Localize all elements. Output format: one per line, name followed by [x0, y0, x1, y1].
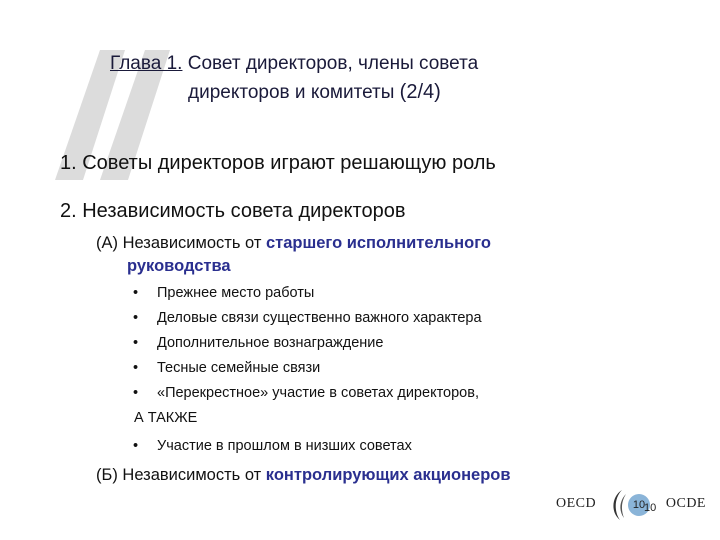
also-label: А ТАКЖЕ [134, 410, 198, 426]
bullet-symbol: • [133, 310, 139, 326]
point-1: 1. Советы директоров играют решающую роль [60, 152, 496, 174]
list-item-text: Участие в прошлом в низших советах [157, 438, 412, 454]
list-item [127, 438, 412, 454]
page-number: 10 [644, 502, 657, 514]
subpoint-b-prefix: (Б) Независимость от [96, 466, 266, 484]
list-item-text: «Перекрестное» участие в советах директоров, [157, 385, 479, 401]
bullet-symbol: • [133, 285, 139, 301]
bullet-symbol: • [133, 385, 139, 401]
subpoint-b-highlight: контролирующих акционеров [265, 466, 511, 484]
list-item [127, 381, 482, 406]
oecd-logo-text: OECD [556, 496, 597, 511]
subpoint-b [96, 464, 511, 487]
list-item-text: Дополнительное вознаграждение [157, 335, 384, 351]
title-line2: директоров и комитеты [188, 82, 400, 103]
page-badge: 10 [628, 494, 650, 516]
slide-title [110, 50, 650, 107]
chapter-label: Глава 1. [110, 53, 183, 74]
list-item-text: Тесные семейные связи [157, 360, 321, 376]
point-2: 2. Независимость совета директоров [60, 200, 406, 222]
list-item [127, 356, 482, 381]
list-item-text: Прежнее место работы [157, 285, 315, 301]
bullet-list [127, 281, 482, 406]
subpoint-a [96, 232, 616, 278]
list-item [127, 331, 482, 356]
subpoint-a-prefix: (А) Независимость от [96, 234, 266, 252]
footer-logo [556, 488, 706, 524]
bullet-symbol: • [133, 438, 139, 454]
oecd-emblem-icon [606, 488, 628, 522]
subpoint-a-highlight-2: руководства [127, 257, 231, 275]
list-item [127, 306, 482, 331]
title-page-fraction: (2/4) [399, 81, 441, 103]
subpoint-a-highlight-1: старшего исполнительного [265, 234, 491, 252]
title-line1: Совет директоров, члены совета [182, 53, 479, 74]
bullet-symbol: • [133, 335, 139, 351]
bullet-symbol: • [133, 360, 139, 376]
ocde-logo-text: OCDE [665, 496, 706, 511]
list-item-text: Деловые связи существенно важного характера [157, 310, 482, 326]
list-item [127, 281, 482, 306]
